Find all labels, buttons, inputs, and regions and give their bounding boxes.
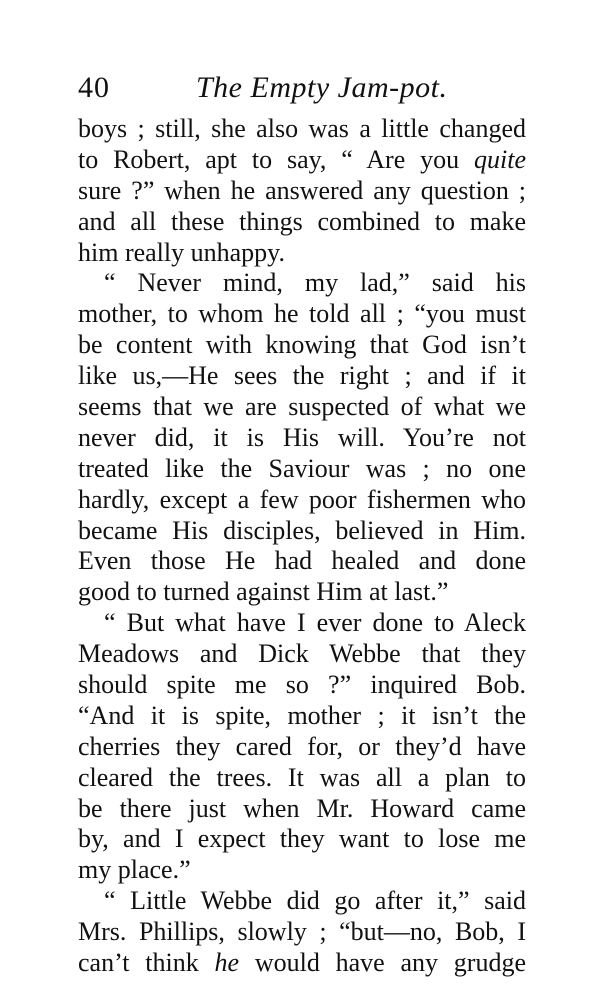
running-title: The Empty Jam-pot.	[196, 71, 448, 104]
text-line: “And it is spite, mother ; it isn’t the	[78, 700, 526, 730]
text-line: never did, it is His will. You’re not	[78, 422, 526, 452]
text-line: became His disciples, believed in Him.	[78, 515, 526, 545]
text-line: be there just when Mr. Howard came	[78, 793, 526, 823]
text-line: should spite me so ?” inquired Bob.	[78, 670, 526, 700]
text-line: sure ?” when he answered any question ;	[78, 175, 526, 205]
text-line: cleared the trees. It was all a plan to	[78, 762, 526, 792]
text-line: and all these things combined to make	[78, 206, 526, 236]
page-number: 40	[78, 71, 110, 104]
text-line: to Robert, apt to say, “ Are you quite	[78, 144, 526, 174]
text-line: “ But what have I ever done to Aleck	[104, 608, 526, 638]
text-line: like us,—He sees the right ; and if it	[78, 361, 526, 391]
text-line: can’t think he would have any grudge	[78, 948, 526, 978]
text-line: “ Little Webbe did go after it,” said	[104, 886, 526, 916]
italic-word: he	[214, 948, 240, 978]
page-header	[78, 68, 526, 108]
italic-word: quite	[474, 144, 526, 174]
text-line: “ Never mind, my lad,” said his	[104, 268, 526, 298]
body-text	[78, 114, 526, 979]
text-line: boys ; still, she also was a little changed	[78, 114, 526, 143]
text-line: him really unhappy.	[78, 237, 285, 267]
text-line: Mrs. Phillips, slowly ; “but—no, Bob, I	[78, 917, 526, 947]
text-line: cherries they cared for, or they’d have	[78, 731, 526, 761]
text-line: mother, to whom he told all ; “you must	[78, 299, 526, 329]
text-line: Meadows and Dick Webbe that they	[78, 639, 526, 669]
text-line: my place.”	[78, 855, 191, 885]
text-line: by, and I expect they want to lose me	[78, 824, 526, 854]
text-line: be content with knowing that God isn’t	[78, 330, 526, 360]
text-line: hardly, except a few poor fishermen who	[78, 484, 526, 514]
text-line: seems that we are suspected of what we	[78, 392, 526, 422]
text-line: good to turned against Him at last.”	[78, 577, 449, 607]
text-line: treated like the Saviour was ; no one	[78, 453, 526, 483]
text-line: Even those He had healed and done	[78, 546, 526, 576]
